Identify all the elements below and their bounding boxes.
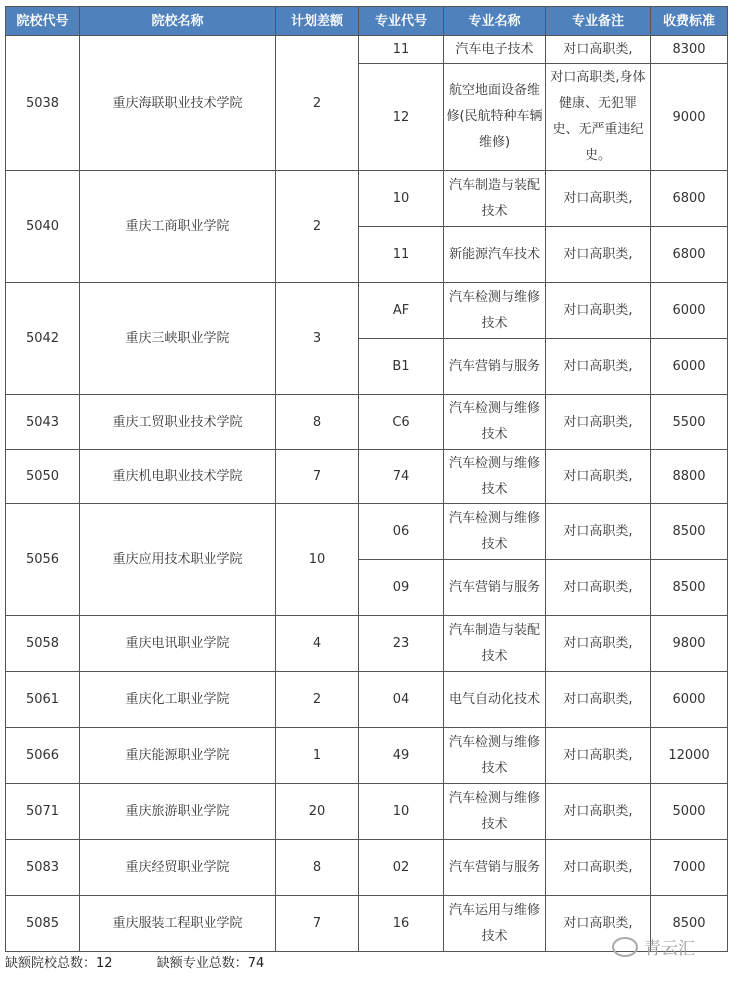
school-code-cell: 5085 bbox=[6, 896, 80, 952]
school-name-cell: 重庆海联职业技术学院 bbox=[80, 36, 276, 171]
header-cell: 收费标准 bbox=[651, 7, 728, 36]
major-name-cell: 汽车检测与维修技术 bbox=[444, 395, 546, 450]
fee-cell: 8300 bbox=[651, 36, 728, 64]
school-name-cell: 重庆工商职业学院 bbox=[80, 171, 276, 283]
header-cell: 计划差额 bbox=[276, 7, 359, 36]
enrollment-table bbox=[5, 6, 728, 952]
school-name-cell: 重庆机电职业技术学院 bbox=[80, 450, 276, 504]
school-gap-cell: 7 bbox=[276, 450, 359, 504]
fee-cell: 5000 bbox=[651, 784, 728, 840]
major-name-cell: 汽车营销与服务 bbox=[444, 840, 546, 896]
major-code-cell: 06 bbox=[359, 504, 444, 560]
major-name-cell: 汽车制造与装配技术 bbox=[444, 171, 546, 227]
school-code-cell: 5058 bbox=[6, 616, 80, 672]
fee-cell: 9800 bbox=[651, 616, 728, 672]
header-cell: 专业名称 bbox=[444, 7, 546, 36]
school-code-cell: 5043 bbox=[6, 395, 80, 450]
school-name-cell: 重庆服装工程职业学院 bbox=[80, 896, 276, 952]
school-code-cell: 5050 bbox=[6, 450, 80, 504]
fee-cell: 8500 bbox=[651, 504, 728, 560]
school-code-cell: 5071 bbox=[6, 784, 80, 840]
major-code-cell: 12 bbox=[359, 64, 444, 171]
major-note-cell: 对口高职类, bbox=[546, 672, 651, 728]
major-note-cell: 对口高职类, bbox=[546, 840, 651, 896]
fee-cell: 8500 bbox=[651, 560, 728, 616]
school-code-cell: 5056 bbox=[6, 504, 80, 616]
table-row bbox=[6, 672, 728, 728]
fee-cell: 6800 bbox=[651, 227, 728, 283]
school-code-cell: 5040 bbox=[6, 171, 80, 283]
school-name-cell: 重庆工贸职业技术学院 bbox=[80, 395, 276, 450]
major-note-cell: 对口高职类,身体健康、无犯罪史、无严重违纪史。 bbox=[546, 64, 651, 171]
school-gap-cell: 8 bbox=[276, 840, 359, 896]
watermark bbox=[612, 934, 695, 959]
fee-cell: 7000 bbox=[651, 840, 728, 896]
majors-total: 缺额专业总数：74 bbox=[156, 956, 265, 971]
table-row bbox=[6, 616, 728, 672]
major-code-cell: 11 bbox=[359, 227, 444, 283]
major-name-cell: 汽车检测与维修技术 bbox=[444, 728, 546, 784]
major-note-cell: 对口高职类, bbox=[546, 616, 651, 672]
school-code-cell: 5038 bbox=[6, 36, 80, 171]
major-note-cell: 对口高职类, bbox=[546, 339, 651, 395]
major-note-cell: 对口高职类, bbox=[546, 560, 651, 616]
table-row bbox=[6, 171, 728, 227]
school-code-cell: 5061 bbox=[6, 672, 80, 728]
school-gap-cell: 4 bbox=[276, 616, 359, 672]
major-code-cell: 04 bbox=[359, 672, 444, 728]
major-name-cell: 航空地面设备维修(民航特种车辆维修) bbox=[444, 64, 546, 171]
school-gap-cell: 2 bbox=[276, 672, 359, 728]
table-row bbox=[6, 36, 728, 64]
school-gap-cell: 2 bbox=[276, 36, 359, 171]
table-row bbox=[6, 283, 728, 339]
major-note-cell: 对口高职类, bbox=[546, 171, 651, 227]
major-name-cell: 汽车电子技术 bbox=[444, 36, 546, 64]
fee-cell: 9000 bbox=[651, 64, 728, 171]
major-note-cell: 对口高职类, bbox=[546, 896, 651, 952]
major-name-cell: 汽车检测与维修技术 bbox=[444, 504, 546, 560]
major-code-cell: 74 bbox=[359, 450, 444, 504]
watermark-text: 青云汇 bbox=[644, 939, 695, 959]
table-row bbox=[6, 504, 728, 560]
table-row bbox=[6, 395, 728, 450]
major-code-cell: B1 bbox=[359, 339, 444, 395]
school-gap-cell: 3 bbox=[276, 283, 359, 395]
school-gap-cell: 20 bbox=[276, 784, 359, 840]
table-row bbox=[6, 840, 728, 896]
major-note-cell: 对口高职类, bbox=[546, 784, 651, 840]
major-code-cell: 10 bbox=[359, 784, 444, 840]
fee-cell: 6800 bbox=[651, 171, 728, 227]
major-code-cell: 23 bbox=[359, 616, 444, 672]
fee-cell: 12000 bbox=[651, 728, 728, 784]
school-gap-cell: 7 bbox=[276, 896, 359, 952]
major-code-cell: C6 bbox=[359, 395, 444, 450]
school-gap-cell: 10 bbox=[276, 504, 359, 616]
fee-cell: 8500 bbox=[651, 896, 728, 952]
fee-cell: 6000 bbox=[651, 283, 728, 339]
school-code-cell: 5083 bbox=[6, 840, 80, 896]
major-code-cell: 10 bbox=[359, 171, 444, 227]
school-gap-cell: 1 bbox=[276, 728, 359, 784]
table-row bbox=[6, 728, 728, 784]
major-code-cell: AF bbox=[359, 283, 444, 339]
school-name-cell: 重庆应用技术职业学院 bbox=[80, 504, 276, 616]
major-note-cell: 对口高职类, bbox=[546, 728, 651, 784]
school-name-cell: 重庆三峡职业学院 bbox=[80, 283, 276, 395]
school-name-cell: 重庆电讯职业学院 bbox=[80, 616, 276, 672]
school-gap-cell: 2 bbox=[276, 171, 359, 283]
major-name-cell: 汽车制造与装配技术 bbox=[444, 616, 546, 672]
school-name-cell: 重庆经贸职业学院 bbox=[80, 840, 276, 896]
header-row bbox=[6, 7, 728, 36]
fee-cell: 6000 bbox=[651, 339, 728, 395]
schools-total: 缺额院校总数：12 bbox=[5, 956, 113, 971]
major-note-cell: 对口高职类, bbox=[546, 227, 651, 283]
major-code-cell: 02 bbox=[359, 840, 444, 896]
major-code-cell: 11 bbox=[359, 36, 444, 64]
major-name-cell: 电气自动化技术 bbox=[444, 672, 546, 728]
school-gap-cell: 8 bbox=[276, 395, 359, 450]
wechat-icon bbox=[612, 937, 638, 957]
school-name-cell: 重庆旅游职业学院 bbox=[80, 784, 276, 840]
school-code-cell: 5042 bbox=[6, 283, 80, 395]
school-name-cell: 重庆能源职业学院 bbox=[80, 728, 276, 784]
major-note-cell: 对口高职类, bbox=[546, 283, 651, 339]
table-row bbox=[6, 784, 728, 840]
header-cell: 院校名称 bbox=[80, 7, 276, 36]
major-name-cell: 新能源汽车技术 bbox=[444, 227, 546, 283]
table-row bbox=[6, 450, 728, 504]
major-note-cell: 对口高职类, bbox=[546, 36, 651, 64]
fee-cell: 5500 bbox=[651, 395, 728, 450]
major-name-cell: 汽车运用与维修技术 bbox=[444, 896, 546, 952]
major-note-cell: 对口高职类, bbox=[546, 504, 651, 560]
header-cell: 专业备注 bbox=[546, 7, 651, 36]
major-name-cell: 汽车检测与维修技术 bbox=[444, 283, 546, 339]
major-code-cell: 16 bbox=[359, 896, 444, 952]
major-note-cell: 对口高职类, bbox=[546, 450, 651, 504]
major-code-cell: 09 bbox=[359, 560, 444, 616]
major-name-cell: 汽车检测与维修技术 bbox=[444, 450, 546, 504]
summary-footer bbox=[5, 952, 304, 971]
school-name-cell: 重庆化工职业学院 bbox=[80, 672, 276, 728]
major-name-cell: 汽车营销与服务 bbox=[444, 339, 546, 395]
major-name-cell: 汽车检测与维修技术 bbox=[444, 784, 546, 840]
header-cell: 专业代号 bbox=[359, 7, 444, 36]
table-body bbox=[6, 36, 728, 952]
fee-cell: 6000 bbox=[651, 672, 728, 728]
major-note-cell: 对口高职类, bbox=[546, 395, 651, 450]
fee-cell: 8800 bbox=[651, 450, 728, 504]
major-name-cell: 汽车营销与服务 bbox=[444, 560, 546, 616]
school-code-cell: 5066 bbox=[6, 728, 80, 784]
major-code-cell: 49 bbox=[359, 728, 444, 784]
header-cell: 院校代号 bbox=[6, 7, 80, 36]
